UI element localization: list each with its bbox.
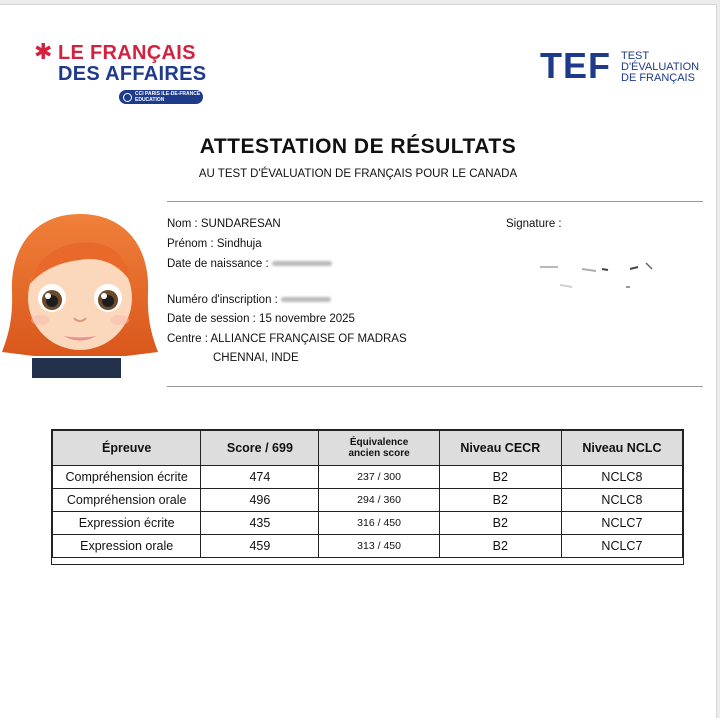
cci-circle-icon [123,93,132,102]
divider [167,201,703,202]
tef-logo-line: TEST [621,50,650,62]
column-header: Niveau NCLC [561,431,682,466]
tef-logo-text [621,51,720,84]
divider [167,386,703,387]
registration-label: Numéro d'inscription : [167,294,278,306]
table-cell: 459 [201,535,319,558]
table-cell: Expression orale [53,535,201,558]
session-date: Date de session : 15 novembre 2025 [167,313,355,325]
table-row [53,489,683,512]
table-cell: NCLC7 [561,535,682,558]
signature-label: Signature : [506,218,562,230]
results-table [52,430,683,558]
table-cell: Expression écrite [53,512,201,535]
redacted-value [272,261,332,266]
table-cell: 435 [201,512,319,535]
birthdate-label: Date de naissance : [167,258,269,270]
exam-city: CHENNAI, INDE [213,352,299,364]
column-header: Niveau CECR [439,431,561,466]
document-title: ATTESTATION DE RÉSULTATS [199,135,517,158]
logo-line1: LE FRANÇAIS [58,42,196,64]
table-row [53,466,683,489]
redacted-value [281,297,331,302]
table-cell: 474 [201,466,319,489]
cci-badge [119,90,203,104]
table-cell: 294 / 360 [319,489,439,512]
candidate-firstname: Prénom : Sindhuja [167,238,262,250]
table-cell: B2 [439,466,561,489]
candidate-photo [32,218,121,378]
asterisk-icon: ✱ [34,39,53,64]
document-subtitle: AU TEST D'ÉVALUATION DE FRANÇAIS POUR LE CANADA [198,168,518,180]
signature-scribble [530,257,670,297]
table-cell: NCLC8 [561,466,682,489]
table-cell: 316 / 450 [319,512,439,535]
document-page [0,4,717,718]
candidate-birthdate [167,258,332,270]
table-row [53,512,683,535]
column-header: Score / 699 [201,431,319,466]
table-cell: B2 [439,535,561,558]
tef-logo-line: DE FRANÇAIS [621,72,695,84]
table-cell: Compréhension écrite [53,466,201,489]
logo-line2: DES AFFAIRES [58,63,207,85]
table-cell: B2 [439,489,561,512]
table-cell: NCLC8 [561,489,682,512]
photo-background [32,358,121,378]
table-cell: B2 [439,512,561,535]
column-header: Épreuve [53,431,201,466]
table-cell: NCLC7 [561,512,682,535]
table-cell: 313 / 450 [319,535,439,558]
column-header: Équivalence ancien score [319,431,439,466]
exam-centre: Centre : ALLIANCE FRANÇAISE OF MADRAS [167,333,407,345]
table-header-row [53,431,683,466]
tef-logo-line: D'ÉVALUATION [621,61,700,73]
candidate-name: Nom : SUNDARESAN [167,218,281,230]
table-cell: 496 [201,489,319,512]
tef-logo-big: TEF [540,45,611,86]
candidate-registration [167,294,331,306]
table-row [53,535,683,558]
face-emoji-icon [0,210,160,360]
table-cell: 237 / 300 [319,466,439,489]
table-cell: Compréhension orale [53,489,201,512]
cci-badge-text: CCI PARIS ILE-DE-FRANCE EDUCATION [135,91,201,103]
